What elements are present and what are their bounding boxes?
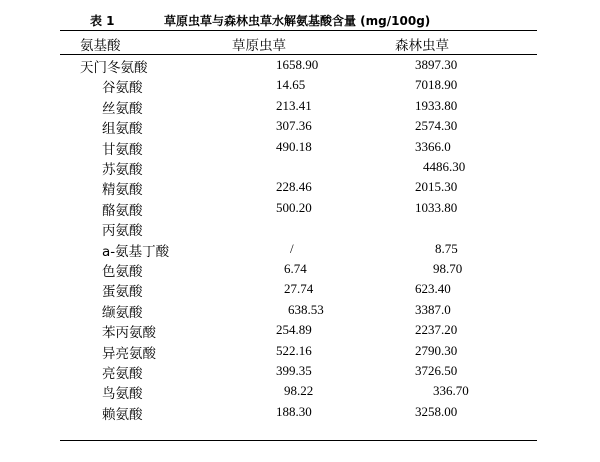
- forest-cordyceps-value: 3726.50: [415, 363, 458, 378]
- column-header-grassland-cordyceps: 草原虫草: [232, 38, 286, 54]
- amino-acid-name: 亮氨酸: [102, 366, 143, 382]
- amino-acid-name: 苏氨酸: [102, 162, 143, 178]
- table-row: [0, 301, 600, 322]
- table-bottom-rule: [60, 440, 537, 441]
- forest-cordyceps-value: 3387.0: [415, 301, 451, 317]
- grassland-cordyceps-value: /: [290, 240, 294, 256]
- forest-cordyceps-value: 2574.30: [415, 118, 458, 134]
- table-row: [0, 321, 600, 342]
- table-row: [0, 138, 600, 159]
- table-label: 表 1: [90, 14, 115, 28]
- forest-cordyceps-value: 4486.30: [423, 159, 466, 174]
- table-row: [0, 158, 600, 179]
- grassland-cordyceps-value: 98.22: [284, 383, 314, 399]
- forest-cordyceps-value: 3897.30: [415, 57, 458, 72]
- forest-cordyceps-value: 3258.00: [415, 403, 458, 419]
- amino-acid-name: 苯丙氨酸: [102, 325, 156, 342]
- grassland-cordyceps-value: 213.41: [276, 97, 312, 113]
- grassland-cordyceps-value: 14.65: [276, 77, 306, 93]
- table-row: [0, 280, 600, 301]
- forest-cordyceps-value: 2015.30: [415, 179, 458, 195]
- table-row: [0, 403, 600, 424]
- amino-acid-name: a-氨基丁酸: [102, 243, 170, 260]
- amino-acid-name: 谷氨酸: [102, 80, 143, 97]
- column-header-forest-cordyceps: 森林虫草: [395, 38, 449, 54]
- table-row: [0, 362, 600, 383]
- grassland-cordyceps-value: 27.74: [284, 281, 314, 297]
- forest-cordyceps-value: 2237.20: [415, 322, 458, 338]
- forest-cordyceps-value: 7018.90: [415, 77, 458, 93]
- table-row: [0, 97, 600, 118]
- table-row: [0, 199, 600, 220]
- forest-cordyceps-value: 1033.80: [415, 199, 458, 215]
- table-row: [0, 117, 600, 138]
- grassland-cordyceps-value: 522.16: [276, 342, 312, 358]
- table-row: [0, 76, 600, 97]
- amino-acid-name: 酪氨酸: [102, 202, 143, 219]
- table-title: 草原虫草与森林虫草水解氨基酸含量 (mg/100g): [164, 14, 431, 28]
- column-header-amino-acid: 氨基酸: [80, 38, 121, 54]
- table-row: [0, 219, 600, 240]
- grassland-cordyceps-value: 1658.90: [276, 57, 319, 72]
- forest-cordyceps-value: 2790.30: [415, 342, 458, 358]
- table-row: [0, 382, 600, 403]
- table-top-rule: [60, 30, 537, 31]
- grassland-cordyceps-value: 399.35: [276, 363, 312, 378]
- grassland-cordyceps-value: 6.74: [284, 261, 307, 276]
- grassland-cordyceps-value: 638.53: [288, 301, 324, 317]
- grassland-cordyceps-value: 254.89: [276, 322, 312, 338]
- table-row: [0, 260, 600, 281]
- table-row: [0, 178, 600, 199]
- grassland-cordyceps-value: 188.30: [276, 403, 312, 419]
- forest-cordyceps-value: 336.70: [433, 383, 469, 399]
- amino-acid-name: 色氨酸: [102, 264, 143, 280]
- table-row: [0, 56, 600, 77]
- forest-cordyceps-value: 8.75: [435, 240, 458, 256]
- grassland-cordyceps-value: 228.46: [276, 179, 312, 195]
- grassland-cordyceps-value: 500.20: [276, 199, 312, 215]
- forest-cordyceps-value: 1933.80: [415, 97, 458, 113]
- amino-acid-name: 组氨酸: [102, 121, 143, 138]
- table-header-rule: [60, 54, 537, 55]
- grassland-cordyceps-value: 307.36: [276, 118, 312, 134]
- forest-cordyceps-value: 98.70: [433, 261, 463, 276]
- amino-acid-name: 天门冬氨酸: [80, 60, 148, 76]
- amino-acid-name: 蛋氨酸: [102, 284, 143, 301]
- amino-acid-name: 缬氨酸: [102, 304, 143, 321]
- grassland-cordyceps-value: 490.18: [276, 138, 312, 154]
- table-caption: [0, 10, 600, 30]
- forest-cordyceps-value: 3366.0: [415, 138, 451, 154]
- amino-acid-name: 精氨酸: [102, 182, 143, 199]
- table-row: [0, 240, 600, 261]
- forest-cordyceps-value: 623.40: [415, 281, 451, 297]
- amino-acid-name: 异亮氨酸: [102, 345, 156, 362]
- amino-acid-name: 赖氨酸: [102, 406, 143, 423]
- amino-acid-name: 甘氨酸: [102, 141, 143, 158]
- table-row: [0, 342, 600, 363]
- amino-acid-name: 丙氨酸: [102, 223, 143, 240]
- amino-acid-name: 丝氨酸: [102, 100, 143, 117]
- amino-acid-name: 鸟氨酸: [102, 386, 143, 403]
